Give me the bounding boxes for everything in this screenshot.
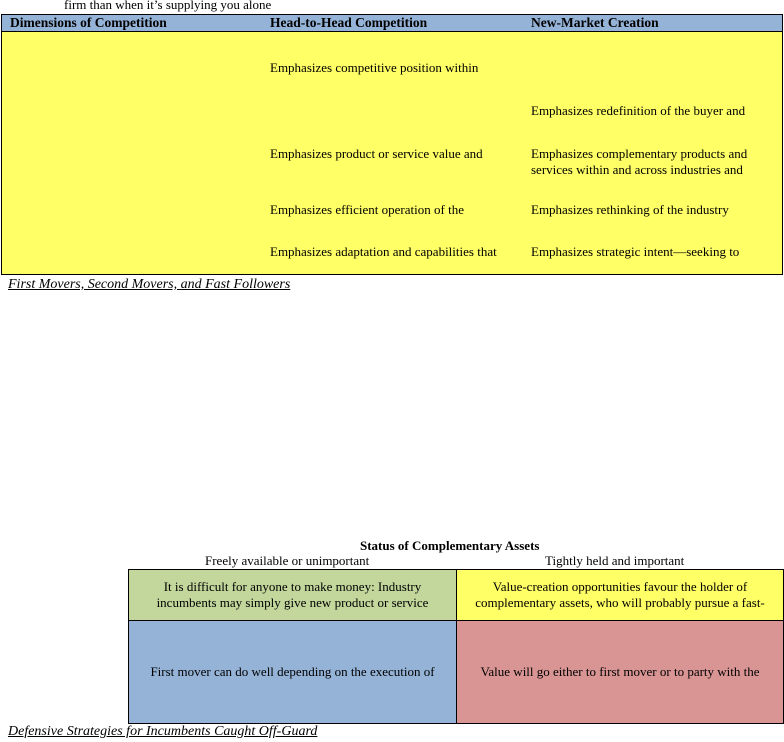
matrix-quadrant-top-left — [129, 570, 457, 621]
column-header-new-market: New-Market Creation — [531, 15, 659, 30]
column-header-dimensions: Dimensions of Competition — [10, 15, 167, 30]
header-fragment-text: firm than when it’s supplying you alone — [64, 0, 272, 12]
table-cell: Emphasizes complementary products and services within and across industries and — [531, 146, 748, 177]
table-cell: Emphasizes adaptation and capabilities that — [270, 244, 497, 259]
table-cell: Emphasizes efficient operation of the — [270, 202, 464, 217]
quadrant-text: Value will go either to first mover or to party with the — [480, 664, 760, 679]
table-cell: Emphasizes strategic intent—seeking to — [531, 244, 740, 259]
table-cell: Emphasizes rethinking of the industry — [531, 202, 729, 217]
matrix-column-label-left: Freely available or unimportant — [205, 553, 370, 568]
table-cell: Emphasizes product or service value and — [270, 146, 483, 161]
table-cell: Emphasizes competitive position within — [270, 60, 479, 75]
section-title-defensive-strategies: Defensive Strategies for Incumbents Caught Off-Guard — [8, 724, 318, 739]
competition-table-header — [2, 15, 782, 32]
section-title-first-movers: First Movers, Second Movers, and Fast Followers — [8, 277, 291, 292]
complementary-assets-matrix — [128, 569, 784, 724]
quadrant-text: Value-creation opportunities favour the holder of complementary assets, who will probably pursue a fast- — [475, 579, 765, 610]
matrix-quadrant-bottom-right — [457, 621, 784, 724]
quadrant-text: It is difficult for anyone to make money: Industry incumbents may simply give new product or service — [156, 579, 429, 610]
quadrant-text: First mover can do well depending on the execution of — [150, 664, 435, 679]
table-cell: Emphasizes redefinition of the buyer and — [531, 103, 746, 118]
matrix-title: Status of Complementary Assets — [360, 538, 540, 553]
matrix-quadrant-bottom-left — [129, 621, 457, 724]
competition-table — [1, 14, 783, 275]
column-header-head-to-head: Head-to-Head Competition — [270, 15, 428, 30]
matrix-quadrant-top-right — [457, 570, 784, 621]
matrix-column-label-right: Tightly held and important — [545, 553, 685, 568]
